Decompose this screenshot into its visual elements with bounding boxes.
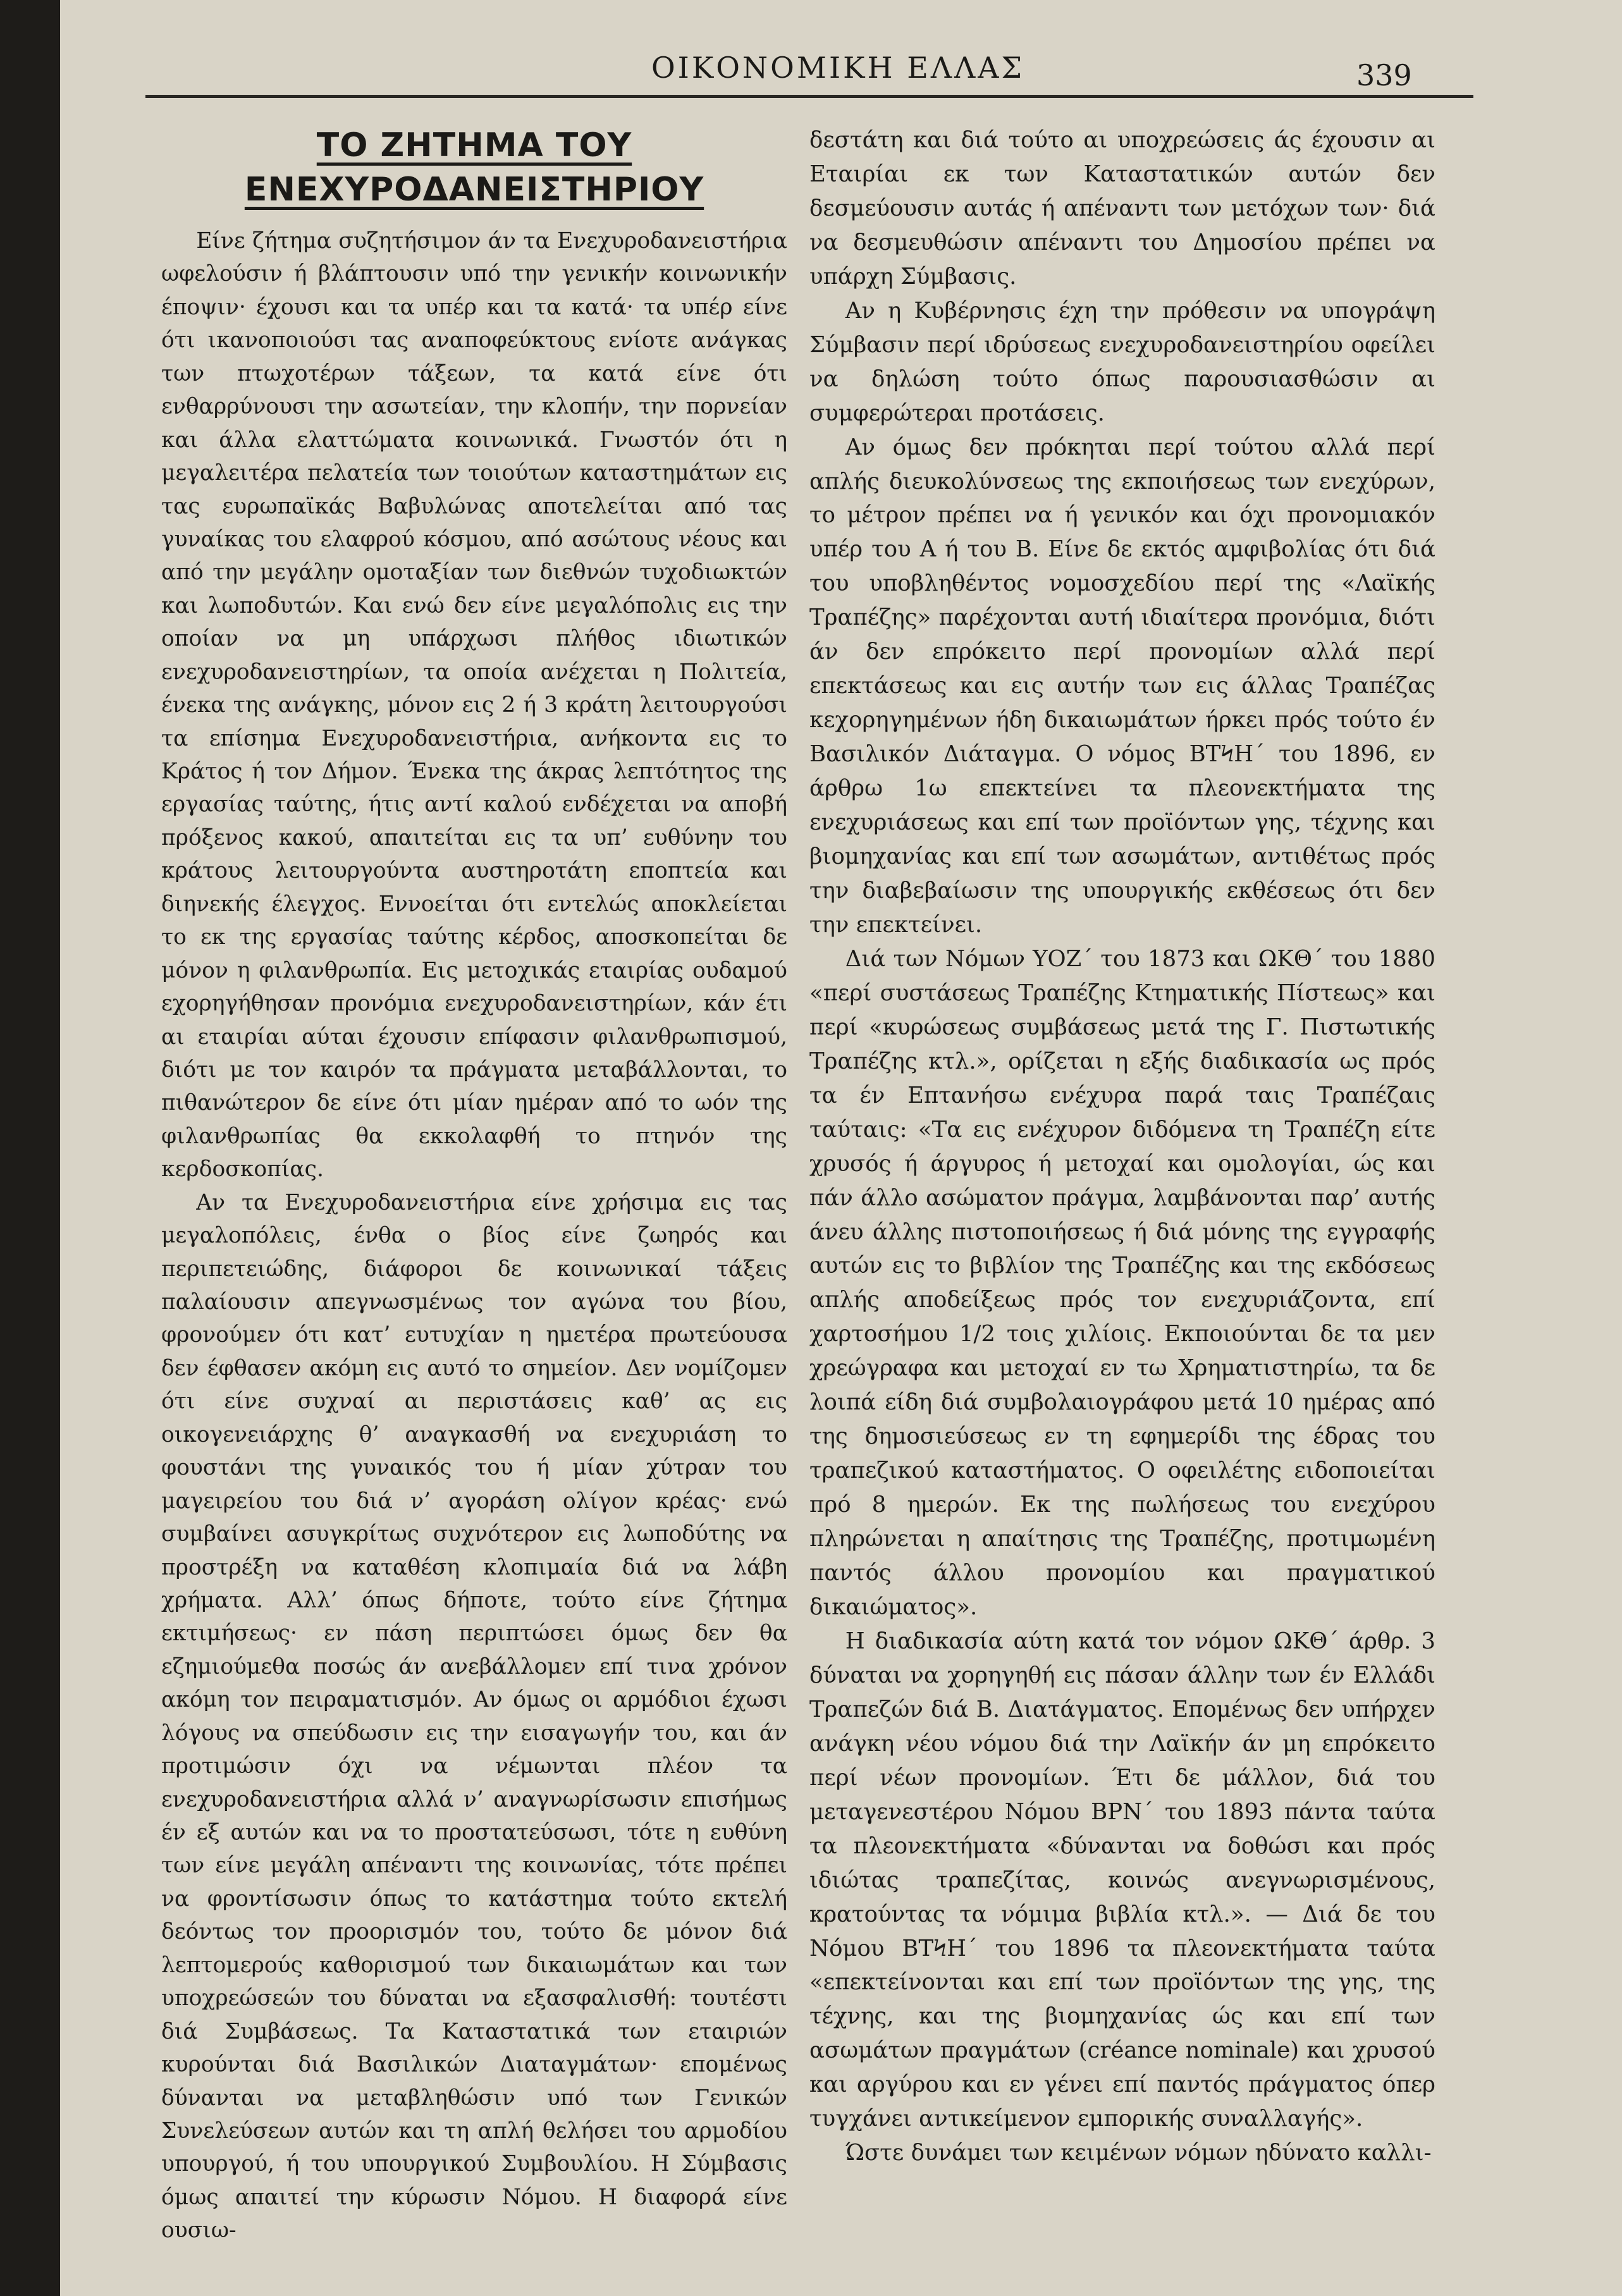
paragraph-continued: δεστάτη και διά τούτο αι υποχρεώσεις άς έχουσιν αι Εταιρίαι εκ των Καταστατικών αυτών δεν δεσμεύουσιν αυτάς ή απέναντι των μετόχων των· διά να δεσμευθώσιν απέναντι του Δημοσίου πρέπει να υπάρχη Σύμβασις. [809, 127, 1435, 290]
right-column [809, 123, 1435, 2170]
page-header [60, 44, 1521, 95]
magazine-page [60, 0, 1622, 2296]
paragraph: Αν τα Ενεχυροδανειστήρια είνε χρήσιμα εις τας μεγαλοπόλεις, ένθα ο βίος είνε ζωηρός και περιπετειώδης, διάφοροι δε κοινωνικαί τάξεις παλαίουσιν απεγνωσμένως τον αγώνα του βίου, φρονούμεν ότι κατ’ ευτυχίαν η ημετέρα πρωτεύουσα δεν έφθασεν ακόμη εις αυτό το σημείον. Δεν νομίζομεν ότι είνε συχναί αι περιστάσεις καθ’ ας εις οικογενειάρχης θ’ αναγκασθή να ενεχυριάση το φουστάνι της γυναικός του ή μίαν χύτραν του μαγειρείου του διά ν’ αγοράση ολίγον κρέας· ενώ συμβαίνει ασυγκρίτως συχνότερον εις λωποδύτης να προστρέξη να καταθέση κλοπιμαία διά να λάβη χρήματα. Αλλ’ όπως δήποτε, τούτο είνε ζήτημα εκτιμήσεως· εν πάση περιπτώσει όμως δεν θα εζημιούμεθα ποσώς άν ανεβάλλομεν επί τινα χρόνον ακόμη τον πειραματισμόν. Αν όμως οι αρμόδιοι έχωσι λόγους να σπεύδωσιν εις την εισαγωγήν του, και άν προτιμώσιν όχι να νέμωνται πλέον τα ενεχυροδανειστήρια αλλά ν’ αναγνωρίσωσιν επισήμως έν εξ αυτών και να το προστατεύσωσι, τότε η ευθύνη των είνε μεγάλη απέναντι της κοινωνίας, τότε πρέπει να φροντίσωσιν όπως το κατάστημα τούτο εκτελή δεόντως τον προορισμόν του, τούτο δε μόνον διά λεπτομερούς καθορισμού των δικαιωμάτων και των υποχρεώσεών του δύναται να εξασφαλισθή: τουτέστι διά Συμβάσεως. Τα Καταστατικά των εταιριών κυρούνται διά Βασιλικών Διαταγμάτων· επομένως δύνανται να μεταβληθώσιν υπό των Γενικών Συνελεύσεων αυτών και τη απλή θελήσει του αρμοδίου υπουργού, ή του υπουργικού Συμβουλίου. Η Σύμβασις όμως απαιτεί την κύρωσιν Νόμου. Η διαφορά είνε ουσιω- [161, 1189, 787, 2244]
running-title: ΟΙΚΟΝΟΜΙΚΗ ΕΛΛΑΣ [651, 51, 1025, 85]
paragraph: Διά των Νόμων ΥΟΖ΄ του 1873 και ΩΚΘ΄ του 1880 «περί συστάσεως Τραπέζης Κτηματικής Πίστεως» και περί «κυρώσεως συμβάσεως μετά της Γ. Πιστωτικής Τραπέζης κτλ.», ορίζεται η εξής διαδικασία ως πρός τα έν Επτανήσω ενέχυρα παρά ταις Τραπέζαις ταύταις: «Τα εις ενέχυρον διδόμενα τη Τραπέζη είτε χρυσός ή άργυρος ή μετοχαί και ομολογίαι, ώς και πάν άλλο ασώματον πράγμα, λαμβάνονται παρ’ αυτής άνευ άλλης πιστοποιήσεως ή διά μόνης της εγγραφής αυτών εις το βιβλίον της Τραπέζης και της εκδόσεως απλής αποδείξεως πρός τον ενεχυριάζοντα, επί χαρτοσήμου 1/2 τοις χιλίοις. Εκποιούνται δε τα μεν χρεώγραφα και μετοχαί εν τω Χρηματιστηρίω, τα δε λοιπά είδη διά συμβολαιογράφου μετά 10 ημέρας από της δημοσιεύσεως εν τη εφημερίδι της έδρας του τραπεζικού καταστήματος. Ο οφειλέτης ειδοποιείται πρό 8 ημερών. Εκ της πωλήσεως του ενεχύρου πληρώνεται η απαίτησις της Τραπέζης, προτιμωμένη παντός άλλου προνομίου και πραγματικού δικαιώματος». [809, 945, 1435, 1620]
left-column [161, 123, 787, 2247]
page-number: 339 [1356, 58, 1412, 92]
paragraph: Αν όμως δεν πρόκηται περί τούτου αλλά περί απλής διευκολύνσεως της εκποιήσεως των ενεχύρων, το μέτρον πρέπει να ή γενικόν και όχι προνομιακόν υπέρ του Α ή του Β. Είνε δε εκτός αμφιβολίας ότι διά του υποβληθέντος νομοσχεδίου περί της «Λαϊκής Τραπέζης» παρέχονται αυτή ιδιαίτερα προνόμια, διότι άν δεν επρόκειτο περί προνομίων αλλά περί επεκτάσεως και εις αυτήν των εις άλλας Τραπέζας κεχορηγημένων ήδη δικαιωμάτων ήρκει πρός τούτο έν Βασιλικόν Διάταγμα. Ο νόμος ΒΤϞΗ΄ του 1896, εν άρθρω 1ω επεκτείνει τα πλεονεκτήματα της ενεχυριάσεως και επί των προϊόντων γης, τέχνης και βιομηχανίας και επί των ασωμάτων, αντιθέτως πρός την διαβεβαίωσιν της υπουργικής εκθέσεως ότι δεν την επεκτείνει. [809, 434, 1435, 938]
paragraph: Ώστε δυνάμει των κειμένων νόμων ηδύνατο καλλι- [845, 2140, 1432, 2166]
paragraph: Είνε ζήτημα συζητήσιμον άν τα Ενεχυροδανειστήρια ωφελούσιν ή βλάπτουσιν υπό την γενικήν κοινωνικήν έποψιν· έχουσι και τα υπέρ και τα κατά· τα υπέρ είνε ότι ικανοποιούσι τας αναποφεύκτους ενίοτε ανάγκας των πτωχοτέρων τάξεων, τα κατά είνε ότι ενθαρρύνουσι την ασωτείαν, την κλοπήν, την πορνείαν και άλλα ελαττώματα κοινωνικά. Γνωστόν ότι η μεγαλειτέρα πελατεία των τοιούτων καταστημάτων εις τας ευρωπαϊκάς Βαβυλώνας αποτελείται από τας γυναίκας του ελαφρού κόσμου, από ασώτους νέους και από την μεγάλην ομοταξίαν των διεθνών τυχοδιωκτών και λωποδυτών. Και ενώ δεν είνε μεγαλόπολις εις την οποίαν να μη υπάρχωσι πλήθος ιδιωτικών ενεχυροδανειστηρίων, τα οποία ανέχεται η Πολιτεία, ένεκα της ανάγκης, μόνον εις 2 ή 3 κράτη λειτουργούσι τα επίσημα Ενεχυροδανειστήρια, ανήκοντα εις το Κράτος ή τον Δήμον. Ένεκα της άκρας λεπτότητος της εργασίας ταύτης, ήτις αντί καλού ενδέχεται να αποβή πρόξενος κακού, απαιτείται εις τα υπ’ ευθύνην του κράτους λειτουργούντα αυστηροτάτη εποπτεία και διηνεκής έλεγχος. Εννοείται ότι εντελώς αποκλείεται το εκ της εργασίας ταύτης κέρδος, αποσκοπείται δε μόνον η φιλανθρωπία. Εις μετοχικάς εταιρίας ουδαμού εχορηγήθησαν προνόμια ενεχυροδανειστηρίων, κάν έτι αι εταιρίαι αύται έχουσιν επίφασιν φιλανθρωπισμού, διότι με τον καιρόν τα πράγματα μεταβάλλονται, το πιθανώτερον δε είνε ότι μίαν ημέραν από το ωόν της φιλανθρωπίας θα εκκολαφθή το πτηνόν της κερδοσκοπίας. [161, 228, 787, 1182]
article-title: ΤΟ ΖΗΤΗΜΑ ΤΟΥ ΕΝΕΧΥΡΟΔΑΝΕΙΣΤΗΡΙΟΥ [244, 126, 704, 209]
paragraph: Αν η Κυβέρνησις έχη την πρόθεσιν να υπογράψη Σύμβασιν περί ιδρύσεως ενεχυροδανειστηρίου οφείλει να δηλώση τούτο όπως παρουσιασθώσιν αι συμφερώτεραι προτάσεις. [809, 297, 1435, 426]
paragraph: Η διαδικασία αύτη κατά τον νόμον ΩΚΘ΄ άρθρ. 3 δύναται να χορηγηθή εις πάσαν άλλην των έν Ελλάδι Τραπεζών διά Β. Διατάγματος. Επομένως δεν υπήρχεν ανάγκη νέου νόμου διά την Λαϊκήν άν μη επρόκειτο περί νέων προνομίων. Έτι δε μάλλον, διά του μεταγενεστέρου Νόμου ΒΡΝ΄ του 1893 πάντα ταύτα τα πλεονεκτήματα «δύνανται να δοθώσι και πρός ιδιώτας τραπεζίτας, κοινώς ανεγνωρισμένους, κρατούντας τα νόμιμα βιβλία κτλ.». — Διά δε του Νόμου ΒΤϞΗ΄ του 1896 τα πλεονεκτήματα ταύτα «επεκτείνονται και επί των προϊόντων της γης, της τέχνης, και της βιομηχανίας ώς και επί των ασωμάτων πραγμάτων (créance nominale) και χρυσού και αργύρου και εν γένει επί παντός πράγματος όπερ τυγχάνει αντικείμενον εμπορικής συναλλαγής». [809, 1628, 1435, 2132]
header-rule [145, 95, 1473, 98]
